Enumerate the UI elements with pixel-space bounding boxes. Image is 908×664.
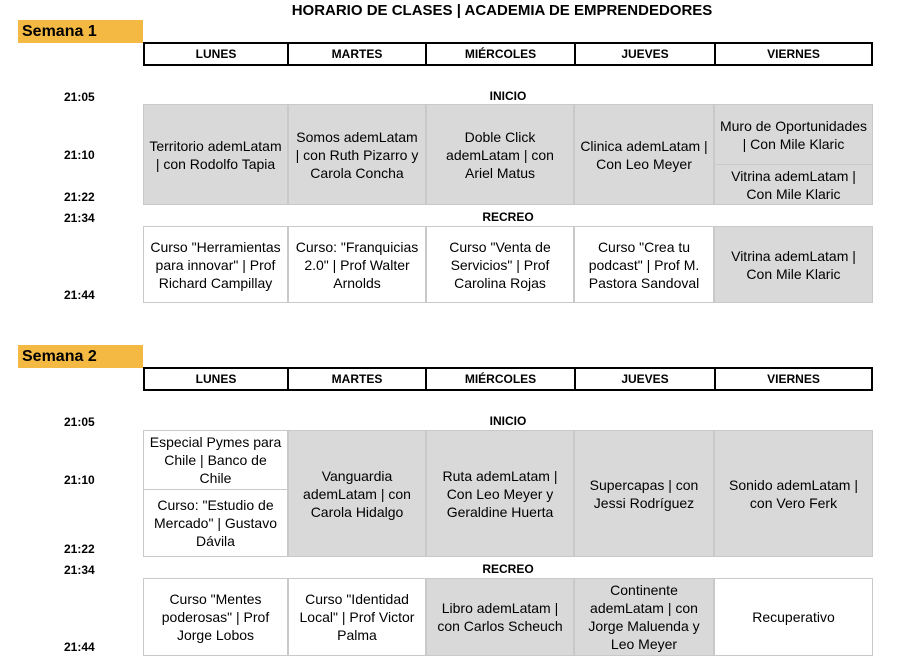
- page-title: HORARIO DE CLASES | ACADEMIA DE EMPRENDEDORES: [291, 2, 713, 19]
- week-2-block-2-lunes: Curso "Mentes poderosas" | Prof Jorge Lobos: [143, 578, 288, 656]
- week-1-time-2105: 21:05: [64, 90, 95, 104]
- week-2-recreo-label: RECREO: [482, 562, 534, 576]
- week-1-header-martes: MARTES: [287, 42, 427, 66]
- week-1-header-lunes: LUNES: [143, 42, 289, 66]
- week-1-block-1-lunes: Territorio ademLatam | con Rodolfo Tapia: [143, 104, 288, 205]
- week-1-block-2-lunes: Curso "Herramientas para innovar" | Prof Richard Campillay: [143, 226, 288, 303]
- week-1-block-2-martes: Curso: "Franquicias 2.0" | Prof Walter Arnolds: [288, 226, 426, 303]
- week-1-block-1-martes: Somos ademLatam | con Ruth Pizarro y Carola Concha: [288, 104, 426, 205]
- week-1-header-jueves: JUEVES: [574, 42, 716, 66]
- week-2-block-1-miercoles: Ruta ademLatam | Con Leo Meyer y Geraldine Huerta: [426, 430, 574, 557]
- week-1-block-2-jueves: Curso "Crea tu podcast" | Prof M. Pastora Sandoval: [574, 226, 714, 303]
- week-2-time-2105: 21:05: [64, 415, 95, 429]
- week-1-time-2110: 21:10: [64, 148, 95, 162]
- week-1-inicio-label: INICIO: [489, 89, 527, 103]
- week-2-block-1-jueves: Supercapas | con Jessi Rodríguez: [574, 430, 714, 557]
- week-1-block-1-viernes-top: Muro de Oportunidades | Con Mile Klaric: [714, 104, 873, 165]
- week-1-block-1-miercoles: Doble Click ademLatam | con Ariel Matus: [426, 104, 574, 205]
- week-2-time-2144: 21:44: [64, 640, 95, 654]
- week-2-block-2-jueves: Continente ademLatam | con Jorge Maluenda y Leo Meyer: [574, 578, 714, 656]
- week-2-header-martes: MARTES: [287, 367, 427, 391]
- week-1-badge: Semana 1: [18, 20, 143, 43]
- week-1-time-2122: 21:22: [64, 190, 95, 204]
- week-1-time-2144: 21:44: [64, 288, 95, 302]
- week-1-block-1-viernes-bottom: Vitrina ademLatam | Con Mile Klaric: [714, 164, 873, 205]
- week-2-block-1-martes: Vanguardia ademLatam | con Carola Hidalgo: [288, 430, 426, 557]
- week-1-block-1-jueves: Clinica ademLatam | Con Leo Meyer: [574, 104, 714, 205]
- week-1-header-viernes: VIERNES: [714, 42, 873, 66]
- week-1-header-miercoles: MIÉRCOLES: [425, 42, 576, 66]
- week-2-block-1-lunes-bottom: Curso: "Estudio de Mercado" | Gustavo Dávila: [143, 489, 288, 557]
- week-2-header-viernes: VIERNES: [714, 367, 873, 391]
- week-1-block-2-viernes: Vitrina ademLatam | Con Mile Klaric: [714, 226, 873, 303]
- week-1-block-2-miercoles: Curso "Venta de Servicios" | Prof Carolina Rojas: [426, 226, 574, 303]
- week-2-block-1-lunes-top: Especial Pymes para Chile | Banco de Chile: [143, 430, 288, 490]
- week-1-recreo-label: RECREO: [482, 210, 534, 224]
- week-2-block-2-viernes: Recuperativo: [714, 578, 873, 656]
- week-2-header-jueves: JUEVES: [574, 367, 716, 391]
- week-2-time-2134: 21:34: [64, 563, 95, 577]
- week-2-block-2-martes: Curso "Identidad Local" | Prof Victor Palma: [288, 578, 426, 656]
- week-2-block-2-miercoles: Libro ademLatam | con Carlos Scheuch: [426, 578, 574, 656]
- week-2-inicio-label: INICIO: [489, 414, 527, 428]
- week-1-time-2134: 21:34: [64, 211, 95, 225]
- week-2-badge: Semana 2: [18, 345, 143, 368]
- week-2-block-1-viernes: Sonido ademLatam | con Vero Ferk: [714, 430, 873, 557]
- week-2-time-2122: 21:22: [64, 542, 95, 556]
- week-2-time-2110: 21:10: [64, 473, 95, 487]
- week-2-header-miercoles: MIÉRCOLES: [425, 367, 576, 391]
- week-2-header-lunes: LUNES: [143, 367, 289, 391]
